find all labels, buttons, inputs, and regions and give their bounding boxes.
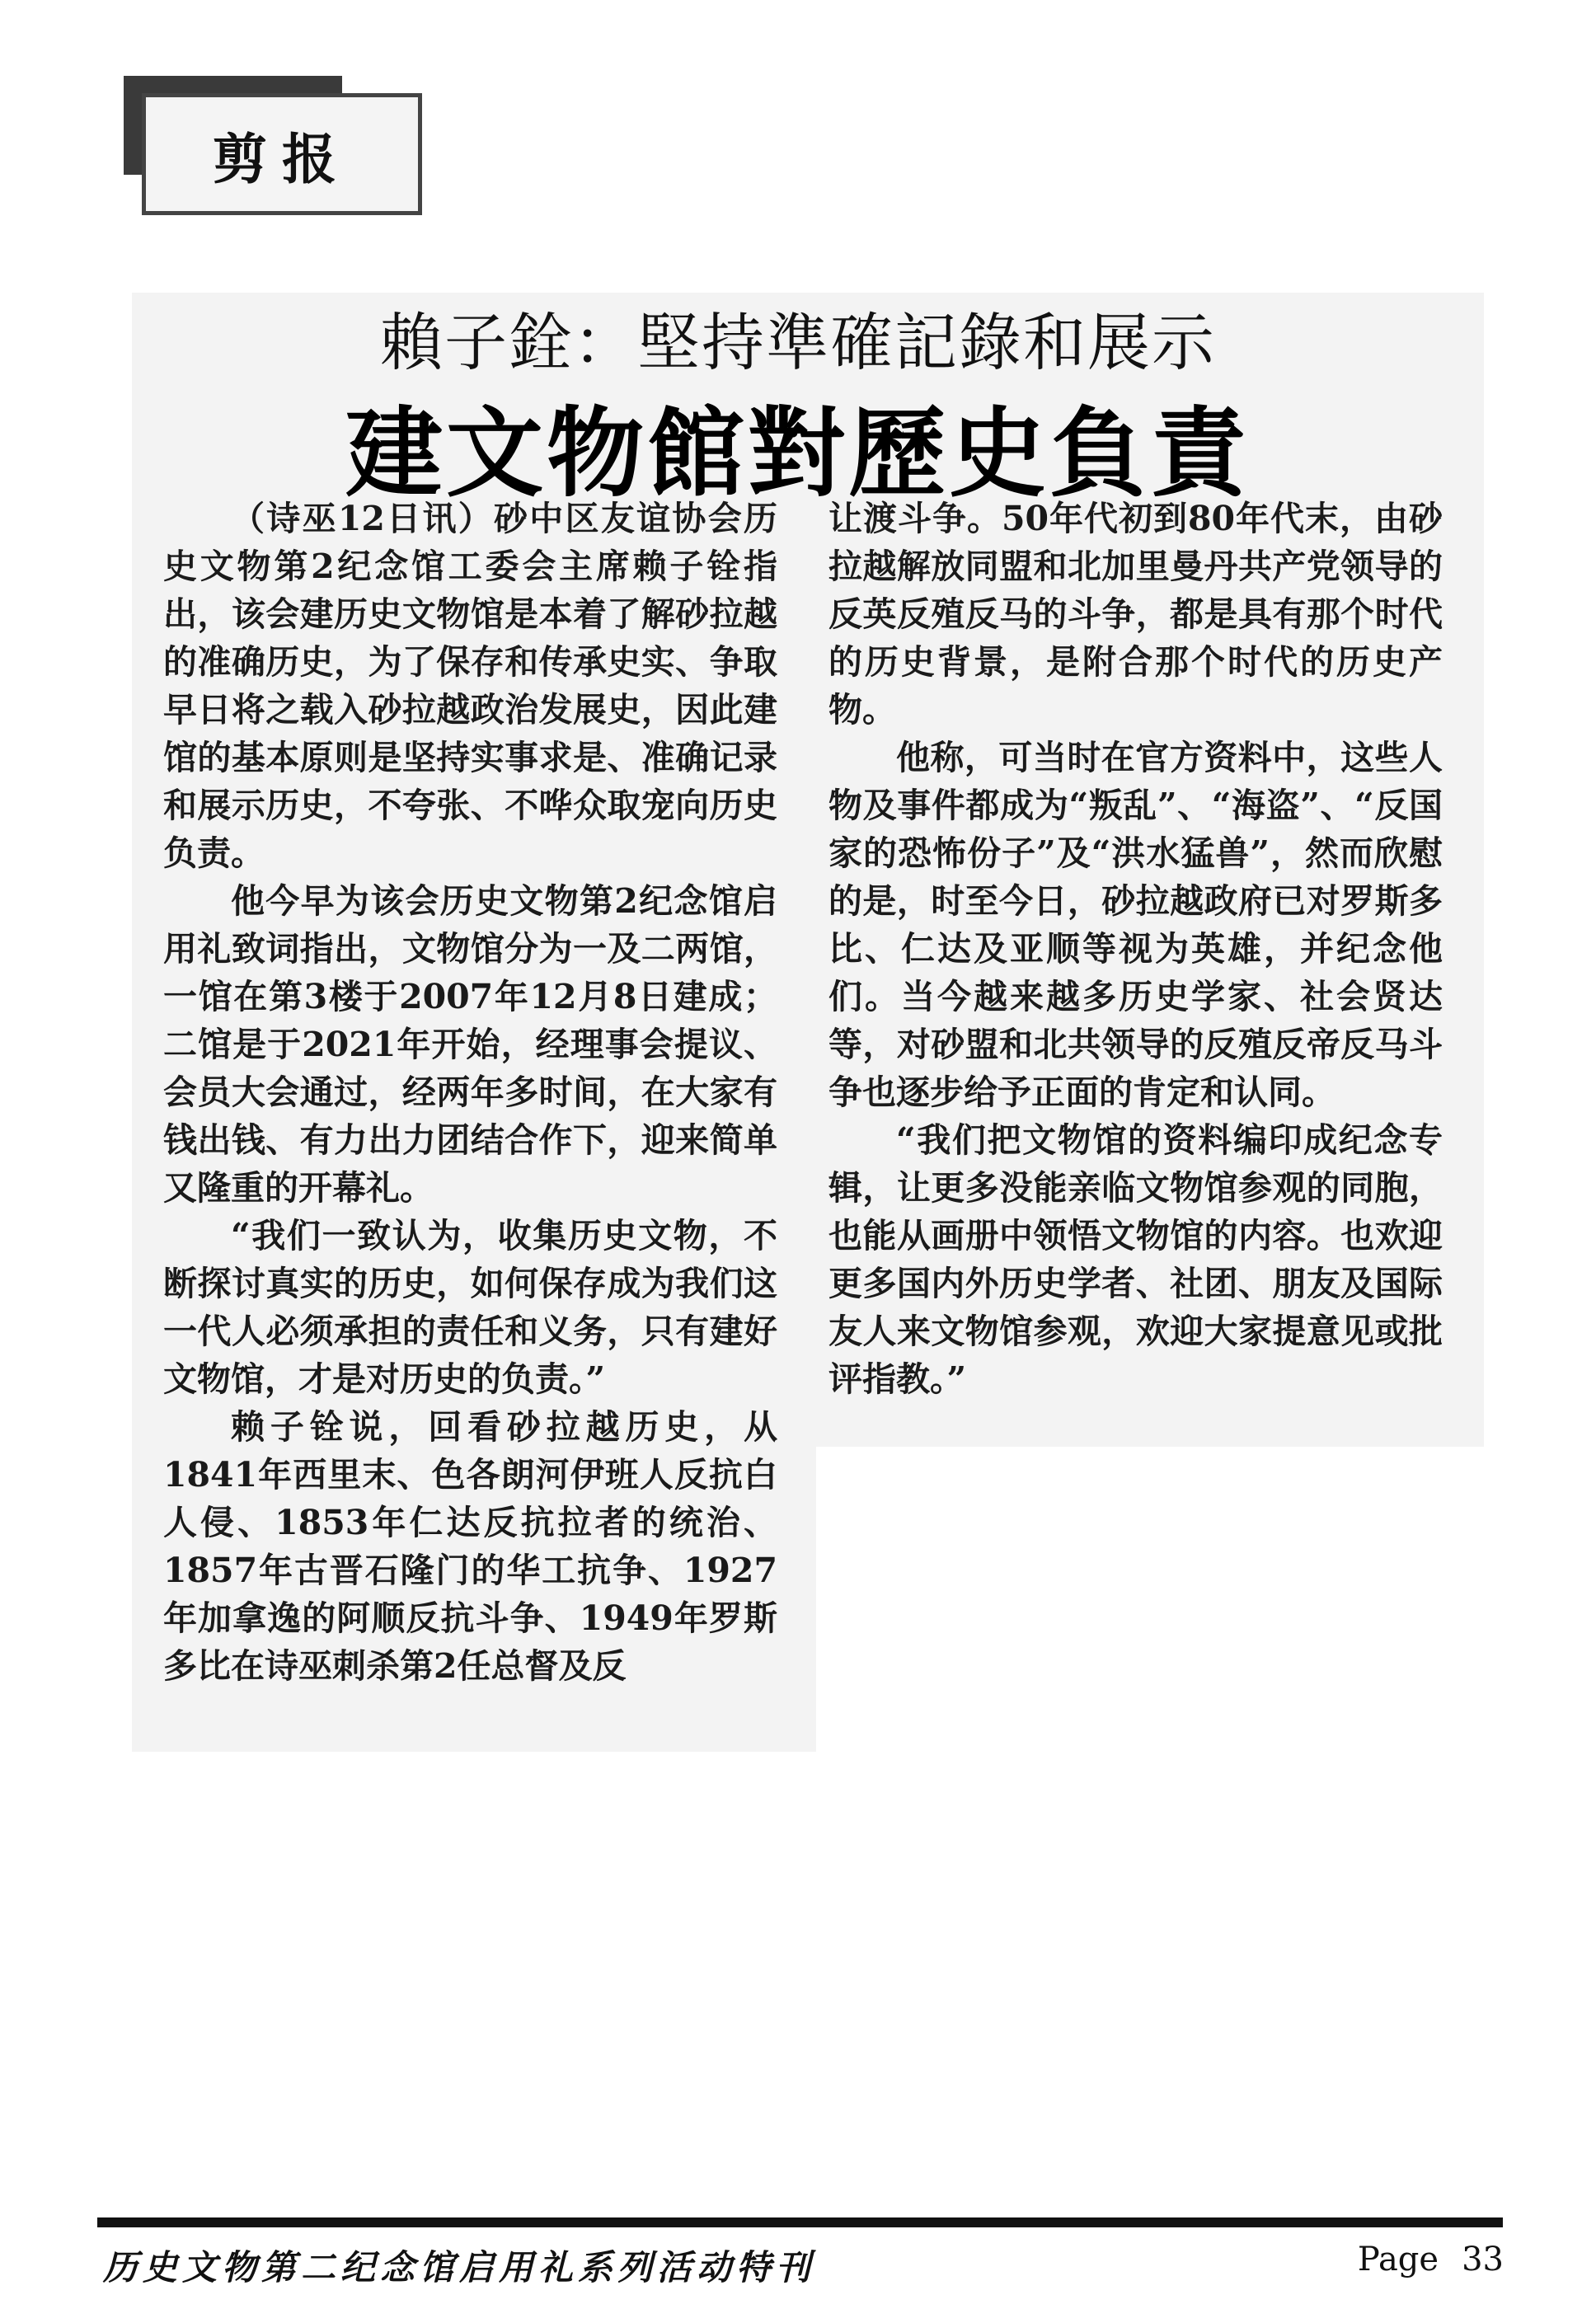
article-paragraph: 赖子铨说，回看砂拉越历史，从1841年西里末、色各朗河伊班人反抗白人侵、1853年仁达反抗拉者的统治、1857年古晋石隆门的华工抗争、1927年加拿逸的阿顺反抗斗争、1949年罗斯多比在诗巫刺杀第2任总督及反 [163,1407,777,1686]
article-paragraph: “我们一致认为，收集历史文物，不断探讨真实的历史，如何保存成为我们这一代人必须承担的责任和义务，只有建好文物馆，才是对历史的负责。” [163,1216,777,1399]
publication-title: 历史文物第二纪念馆启用礼系列活动特刊 [103,2247,816,2288]
headline-top: 賴子銓：堅持準確記錄和展示 [380,306,1216,379]
page-indicator [1358,2241,1504,2278]
article-left-column [163,495,777,1690]
article-right-column [829,495,1443,1403]
footer-divider [97,2217,1503,2227]
section-label-text: 剪报 [213,126,351,191]
article-paragraph-continuation: 让渡斗争。50年代初到80年代末，由砂拉越解放同盟和北加里曼丹共产党领导的反英反殖反马的斗争，都是具有那个时代的历史背景，是附合那个时代的历史产物。 [829,499,1443,730]
page-label: Page [1357,2241,1439,2278]
clipping-blank-area [816,1447,1484,1752]
article-paragraph: 他今早为该会历史文物第2纪念馆启用礼致词指出，文物馆分为一及二两馆，一馆在第3楼于2007年12月8日建成；二馆是于2021年开始，经理事会提议、会员大会通过，经两年多时间，在大家有钱出钱、有力出力团结合作下，迎来简单又隆重的开幕礼。 [163,881,777,1208]
article-paragraph: （诗巫12日讯）砂中区友谊协会历史文物第2纪念馆工委会主席赖子铨指出，该会建历史文物馆是本着了解砂拉越的准确历史，为了保存和传承史实、争取早日将之载入砂拉越政治发展史，因此建馆的基本原则是坚持实事求是、准确记录和展示历史，不夸张、不哗众取宠向历史负责。 [163,499,777,873]
headline-main: 建文物館對歷史負責 [345,397,1251,510]
article-paragraph: “我们把文物馆的资料编印成纪念专辑，让更多没能亲临文物馆参观的同胞，也能从画册中领悟文物馆的内容。也欢迎更多国内外历史学者、社团、朋友及国际友人来文物馆参观，欢迎大家提意见或批评指教。” [829,1120,1443,1399]
page-number: 33 [1462,2241,1504,2278]
section-label [142,93,422,215]
article-paragraph: 他称，可当时在官方资料中，这些人物及事件都成为“叛乱”、“海盗”、“反国家的恐怖份子”及“洪水猛兽”，然而欣慰的是，时至今日，砂拉越政府已对罗斯多比、仁达及亚顺等视为英雄，并纪念他们。当今越来越多历史学家、社会贤达等，对砂盟和北共领导的反殖反帝反马斗争也逐步给予正面的肯定和认同。 [829,738,1443,1112]
